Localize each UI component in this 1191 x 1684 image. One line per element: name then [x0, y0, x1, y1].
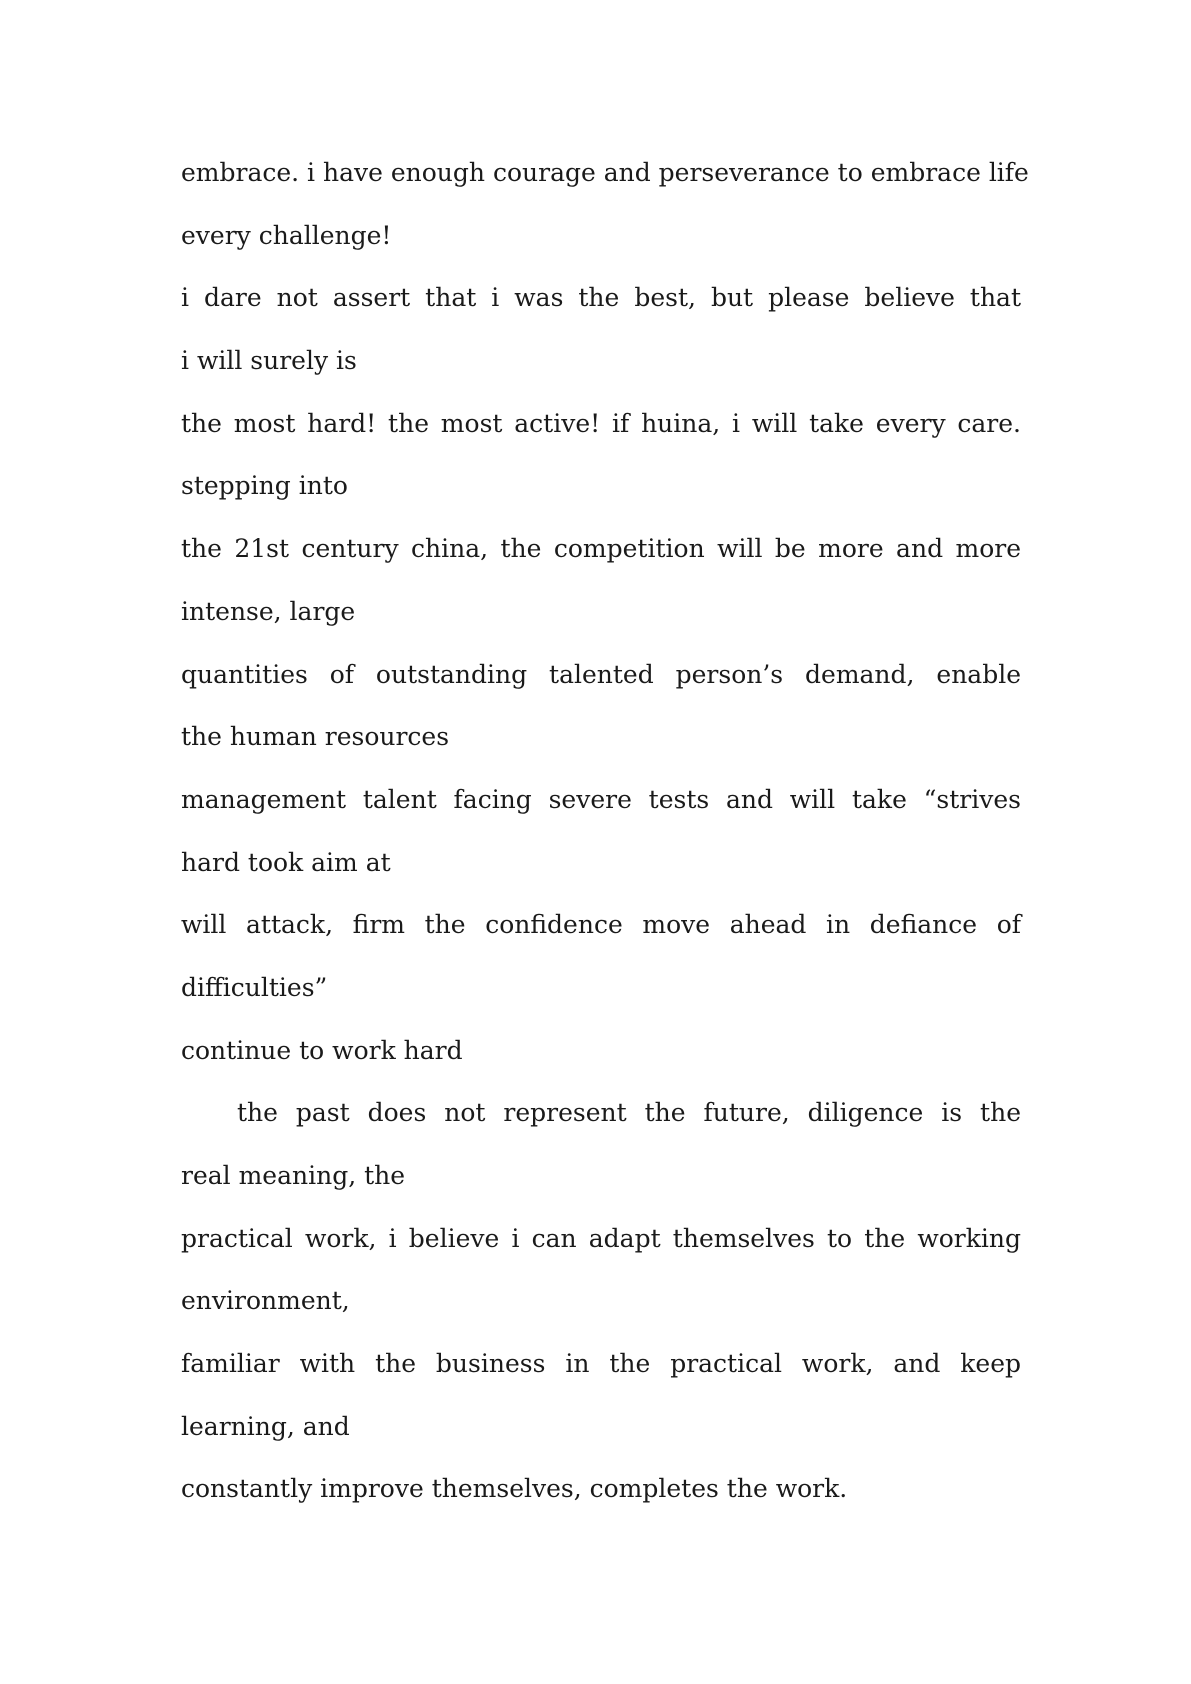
- text-line: constantly improve themselves, completes the work.: [181, 1474, 848, 1504]
- text-line: hard took aim at: [181, 847, 391, 877]
- text-line: i dare not assert that i was the best, but please believe that: [181, 283, 1021, 313]
- text-line: quantities of outstanding talented person’s demand, enable: [181, 659, 1021, 689]
- text-line: continue to work hard: [181, 1035, 463, 1065]
- text-line: every challenge!: [181, 220, 392, 250]
- text-line: i will surely is: [181, 346, 357, 376]
- text-line: management talent facing severe tests and will take “strives: [181, 784, 1021, 814]
- text-line: learning, and: [181, 1411, 350, 1441]
- text-line: the 21st century china, the competition will be more and more: [181, 534, 1021, 564]
- text-line: embrace. i have enough courage and perseverance to embrace life: [181, 158, 1029, 187]
- text-line: will attack, firm the confidence move ahead in defiance of: [181, 910, 1021, 940]
- text-line: practical work, i believe i can adapt themselves to the working: [181, 1223, 1021, 1253]
- text-line: real meaning, the: [181, 1161, 406, 1190]
- text-line: intense, large: [181, 596, 356, 626]
- document-body: [181, 142, 1029, 1521]
- text-line: the past does not represent the future, diligence is the: [237, 1098, 1021, 1128]
- text-line: familiar with the business in the practical work, and keep: [181, 1349, 1021, 1379]
- text-line: environment,: [181, 1286, 350, 1316]
- text-line: the most hard! the most active! if huina, i will take every care.: [181, 408, 1021, 438]
- text-line: stepping into: [181, 471, 348, 501]
- text-line: difficulties”: [181, 972, 328, 1002]
- text-line: the human resources: [181, 722, 450, 752]
